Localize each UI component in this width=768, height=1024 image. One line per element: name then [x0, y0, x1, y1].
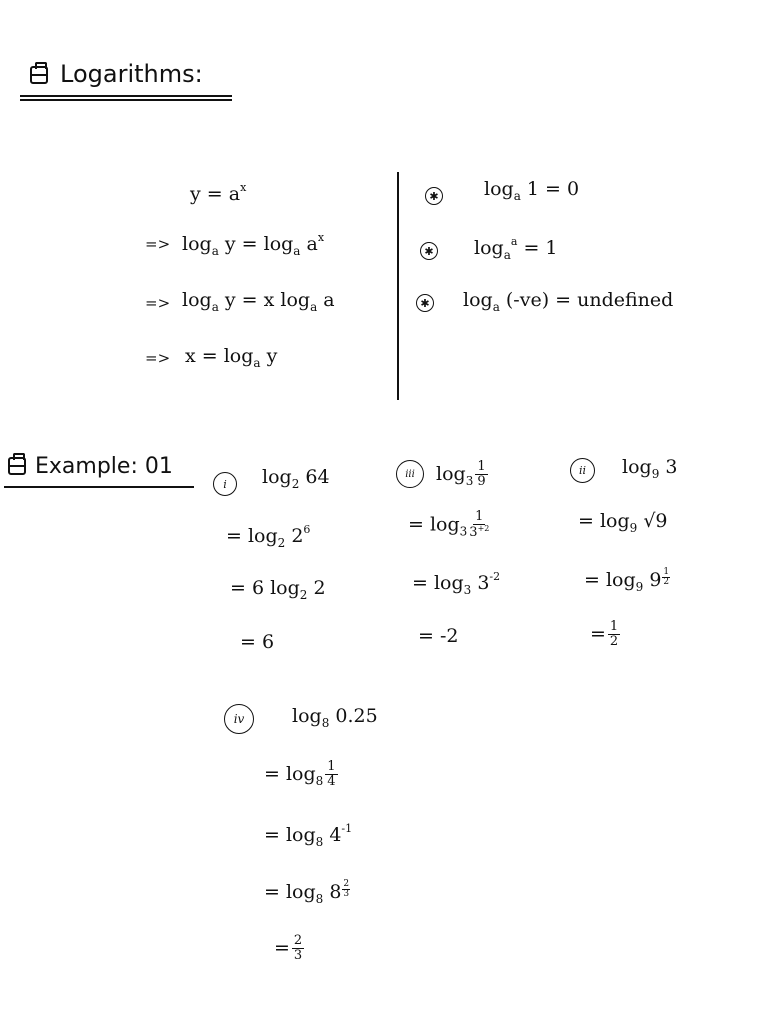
- star-bullet-1: ✱: [425, 187, 443, 205]
- arrow-3: =>: [145, 349, 171, 367]
- example-i-line-3: = 6 $\log_2 2$: [230, 577, 326, 602]
- example-ii-line-1: $\log_9 3$: [622, 456, 678, 481]
- example-ii-line-3: = $\log_9 9$ $\frac{1}{2}$: [584, 567, 670, 594]
- example-iii-label: iii: [396, 460, 424, 488]
- example-iii-line-4: = -2: [418, 625, 459, 647]
- property-3: $\log_a (-ve)$ = undefined: [463, 289, 674, 314]
- page-title: Logarithms:: [60, 60, 203, 88]
- example-i-line-4: = 6: [240, 631, 275, 653]
- star-bullet-2: ✱: [420, 242, 438, 260]
- star-bullet-3: ✱: [416, 294, 434, 312]
- example-ii-line-2: = $\log_9 √9$: [578, 510, 668, 535]
- title-underline: [20, 95, 232, 97]
- example-iv-line-1: $\log_8 0.25$: [292, 705, 378, 730]
- example-iii-line-3: = $\log_3 3^{-2}$: [412, 570, 501, 597]
- example-iii-line-2: = $\log_3$ $\frac{1}{3^{+2}}$: [408, 509, 490, 541]
- derivation-line-4: $x = \log_a y$: [185, 345, 278, 370]
- property-1: $\log_a 1 = 0$: [484, 178, 580, 203]
- derivation-line-3: $\log_a y = x$ $\log_a a$: [182, 289, 335, 314]
- example-underline: [4, 486, 194, 488]
- example-iv-line-4: = $\log_8 8$ $\frac{2}{3}$: [264, 879, 350, 906]
- example-ii-label: ii: [570, 458, 595, 483]
- book-icon: [8, 457, 26, 475]
- title-underline-2: [20, 99, 232, 101]
- section-divider: [397, 172, 399, 400]
- example-i-line-2: = $\log_2 2^6$: [226, 523, 311, 550]
- example-iv-line-2: = $\log_8$ $\frac{1}{4}$: [264, 759, 336, 790]
- derivation-line-1: $y = a^x$: [190, 181, 247, 205]
- example-i-label: i: [213, 472, 237, 496]
- example-iv-line-3: = $\log_8 4^{-1}$: [264, 822, 353, 849]
- example-title: Example: 01: [35, 454, 173, 479]
- arrow-1: =>: [145, 235, 171, 253]
- example-iv-line-5: = $\frac{2}{3}$: [274, 933, 303, 964]
- property-2: $\log_a^a = 1$: [474, 235, 558, 262]
- example-ii-line-4: = $\frac{1}{2}$: [590, 619, 619, 650]
- example-iii-line-1: $\log_3$ $\frac{1}{9}$: [436, 459, 486, 490]
- derivation-line-2: $\log_a y = \log_a a^x$: [182, 231, 325, 258]
- example-i-line-1: $\log_2 64$: [262, 466, 330, 491]
- arrow-2: =>: [145, 294, 171, 312]
- book-icon: [30, 66, 48, 84]
- example-iv-label: iv: [224, 704, 254, 734]
